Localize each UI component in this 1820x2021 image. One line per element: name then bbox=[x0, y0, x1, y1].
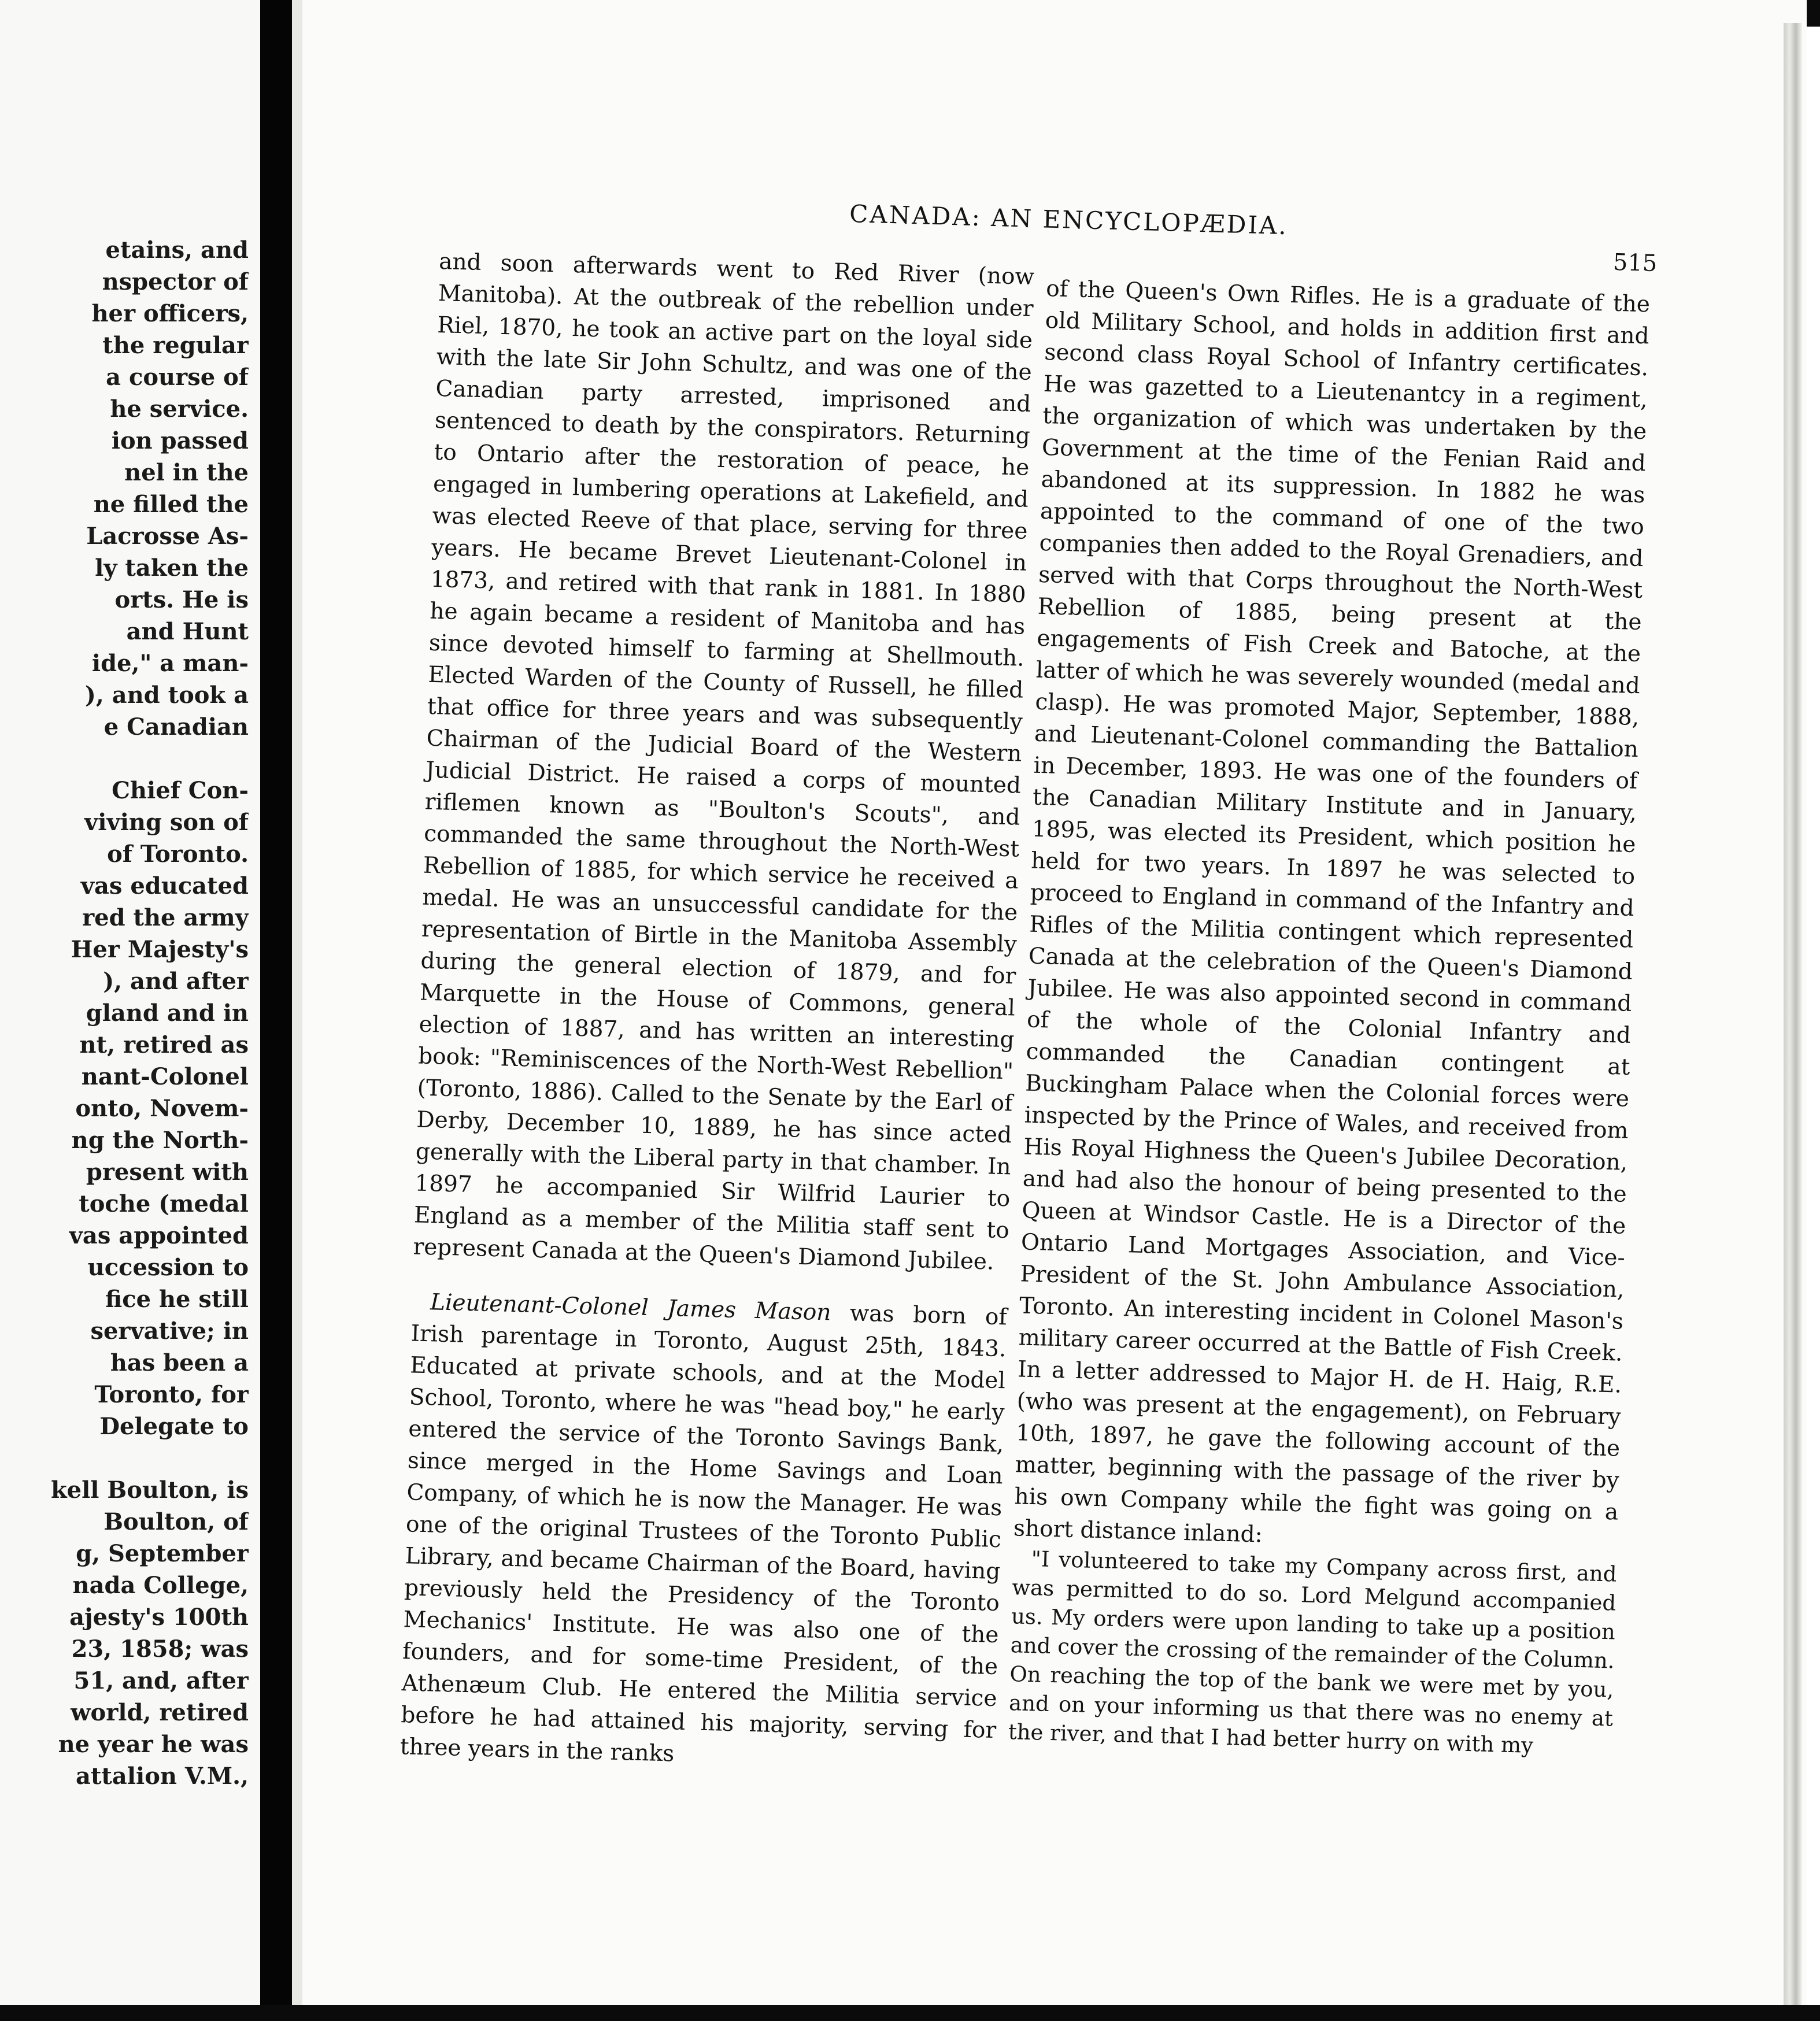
left-fragment-line: e Canadian bbox=[103, 713, 249, 741]
biography-name: Lieutenant-Colonel James Mason bbox=[430, 1289, 832, 1326]
page-edge bbox=[1784, 23, 1802, 2021]
left-fragment-line: of Toronto. bbox=[107, 841, 249, 868]
left-fragment-line: 23, 1858; was bbox=[71, 1635, 249, 1663]
left-fragment-line: nspector of bbox=[102, 268, 249, 295]
left-fragment-line: ide," a man- bbox=[91, 650, 249, 677]
left-fragment-line: attalion V.M., bbox=[76, 1763, 249, 1790]
left-fragment-line: world, retired bbox=[71, 1699, 249, 1726]
left-fragment-line: a course of bbox=[106, 364, 249, 391]
left-fragment-line: ne year he was bbox=[58, 1731, 249, 1758]
left-fragment-line: ly taken the bbox=[95, 554, 249, 582]
left-fragment-line: present with bbox=[86, 1158, 249, 1186]
left-fragment-line: 51, and, after bbox=[73, 1667, 249, 1694]
left-fragment-line: kell Boulton, is bbox=[50, 1476, 249, 1504]
left-fragment-line: fice he still bbox=[105, 1286, 249, 1313]
left-fragment-line: ajesty's 100th bbox=[69, 1604, 249, 1631]
running-head: CANADA: AN ENCYCLOPÆDIA. bbox=[849, 199, 1289, 240]
left-fragment-line: ion passed bbox=[111, 427, 249, 454]
left-fragment-line: and Hunt bbox=[126, 618, 249, 645]
left-page-fragment bbox=[0, 0, 260, 2021]
left-fragment-line bbox=[0, 1442, 249, 1474]
left-fragment-line: servative; in bbox=[90, 1317, 249, 1345]
left-fragment-line: g, September bbox=[76, 1540, 249, 1567]
left-page-text bbox=[0, 234, 249, 1792]
left-fragment-line: gland and in bbox=[86, 1000, 249, 1027]
left-fragment-line: her officers, bbox=[91, 300, 249, 327]
left-fragment-line: has been a bbox=[110, 1349, 249, 1376]
left-fragment-line: nant-Colonel bbox=[81, 1063, 249, 1090]
left-fragment-line: ng the North- bbox=[71, 1127, 249, 1154]
left-fragment-line: he service. bbox=[110, 395, 249, 423]
left-fragment-line: Chief Con- bbox=[112, 777, 249, 804]
quoted-letter: "I volunteered to take my Company across first, and was permitted to do so. Lord Melgund accompanied us. My orders were upon landing to take up a position and cover the crossing of the remainder of the Column. On reaching the top of the bank we were met by you, and on your informing us that there was no enemy at the river, and that I had better hurry on with my bbox=[1008, 1546, 1617, 1758]
left-fragment-line: Lacrosse As- bbox=[86, 523, 249, 550]
left-fragment-line: toche (medal bbox=[79, 1190, 249, 1217]
left-fragment-line: Her Majesty's bbox=[71, 936, 249, 963]
paragraph-boulton: and soon afterwards went to Red River (now Manitoba). At the outbreak of the rebellion under Riel, 1870, he took an active part on the loyal side with the late Sir John Schultz, and was one of the Canadian party arrested, imprisoned and sentenced to death by the conspirators. Returning to Ontario after the restoration of peace, he engaged in lumbering operations at Lakefield, and was elected Reeve of that place, serving for three years. He became Brevet Lieutenant-Colonel in 1873, and retired with that rank in 1881. In 1880 he again became a resident of Manitoba and has since devoted himself to farming at Shellmouth. Elected Warden of the County of Russell, he filled that office for three years and was subsequently Chairman of the Judicial Board of the Western Judicial District. He raised a corps of mounted riflemen known as "Boulton's Scouts", and commanded the same throughout the North-West Rebellion of 1885, for which service he received a medal. He was an unsuccessful candidate for the representation of Birtle in the Manitoba Assembly during the general election of 1879, and for Marquette in the House of Commons, general election of 1887, and has written an interesting book: "Reminiscences of the North-West Rebellion" (Toronto, 1886). Called to the Senate by the Earl of Derby, December 10, 1889, he has since acted generally with the Liberal party in that chamber. In 1897 he accompanied Sir Wilfrid Laurier to England as a member of the Militia staff sent to represent Canada at the Queen's Diamond Jubilee. bbox=[413, 248, 1035, 1275]
left-fragment-line: onto, Novem- bbox=[75, 1095, 249, 1122]
left-fragment-line: ), and took a bbox=[84, 682, 249, 709]
left-fragment-line: Toronto, for bbox=[94, 1381, 249, 1408]
page-number: 515 bbox=[1612, 249, 1658, 277]
left-fragment-line: Boulton, of bbox=[103, 1508, 249, 1535]
left-fragment-line: nel in the bbox=[124, 459, 249, 486]
left-fragment-line: red the army bbox=[82, 904, 249, 931]
scan-border-bottom bbox=[0, 2005, 1820, 2021]
left-fragment-line: etains, and bbox=[105, 236, 249, 264]
left-fragment-line bbox=[0, 743, 249, 775]
left-fragment-line: ne filled the bbox=[93, 491, 249, 518]
left-fragment-line: viving son of bbox=[84, 809, 249, 836]
left-fragment-line: the regular bbox=[102, 332, 249, 359]
paragraph-mason-text: was born of Irish parentage in Toronto, August 25th, 1843. Educated at private schools, and at the Model School, Toronto, where he was "head boy," he early entered the service of the Toronto Savings Bank, since merged in the Home Savings and Loan Company, of which he is now the Manager. He was one of the original Trustees of the Toronto Public Library, and became Chairman of the Board, having previously held the Presidency of the Toronto Mechanics' Institute. He was also one of the founders, and for some-time President, of the Athenæum Club. He entered the Militia service before he had attained his majority, serving for three years in the ranks bbox=[399, 1300, 1008, 1767]
left-fragment-line: ), and after bbox=[103, 968, 249, 995]
text-column-right bbox=[1008, 273, 1650, 1762]
left-fragment-line: orts. He is bbox=[114, 586, 249, 613]
left-fragment-line: vas appointed bbox=[69, 1222, 249, 1249]
paragraph-mason-intro bbox=[399, 1286, 1007, 1778]
paragraph-mason-career: of the Queen's Own Rifles. He is a graduate of the old Military School, and holds in addition first and second class Royal School of Infantry certificates. He was gazetted to a Lieutenantcy in a regiment, the organization of which was undertaken by the Government at the time of the Fenian Raid and abandoned at its suppression. In 1882 he was appointed to the command of one of the two companies then added to the Royal Grenadiers, and served with that Corps throughout the North-West Rebellion of 1885, being present at the engagements of Fish Creek and Batoche, at the latter of which he was severely wounded (medal and clasp). He was promoted Major, September, 1888, and Lieutenant-Colonel commanding the Battalion in December, 1893. He was one of the founders of the Canadian Military Institute and in January, 1895, was elected its President, which position he held for two years. In 1897 he was selected to proceed to England in command of the Infantry and Rifles of the Militia contingent which represented Canada at the celebration of the Queen's Diamond Jubilee. He was also appointed second in command of the whole of the Colonial Infantry and commanded the Canadian contingent at Buckingham Palace when the Colonial forces were inspected by the Prince of Wales, and received from His Royal Highness the Queen's Jubilee Decoration, and had also the honour of being presented to the Queen at Windsor Castle. He is a Director of the Ontario Land Mortgages Association, and Vice-President of the St. John Ambulance Association, Toronto. An interesting incident in Colonel Mason's military career occurred at the Battle of Fish Creek. In a letter addressed to Major H. de H. Haig, R.E. (who was present at the engagement), on February 10th, 1897, he gave the following account of the matter, beginning with the passage of the river by his own Company while the fight was going on a short distance inland: bbox=[1013, 275, 1651, 1548]
left-fragment-line: vas educated bbox=[80, 872, 249, 900]
left-fragment-line: uccession to bbox=[87, 1254, 249, 1281]
left-fragment-line: nada College, bbox=[72, 1572, 249, 1599]
text-column-left bbox=[399, 246, 1034, 1778]
left-fragment-line: nt, retired as bbox=[79, 1031, 249, 1058]
book-gutter bbox=[260, 0, 295, 2021]
left-fragment-line: Delegate to bbox=[99, 1413, 249, 1440]
